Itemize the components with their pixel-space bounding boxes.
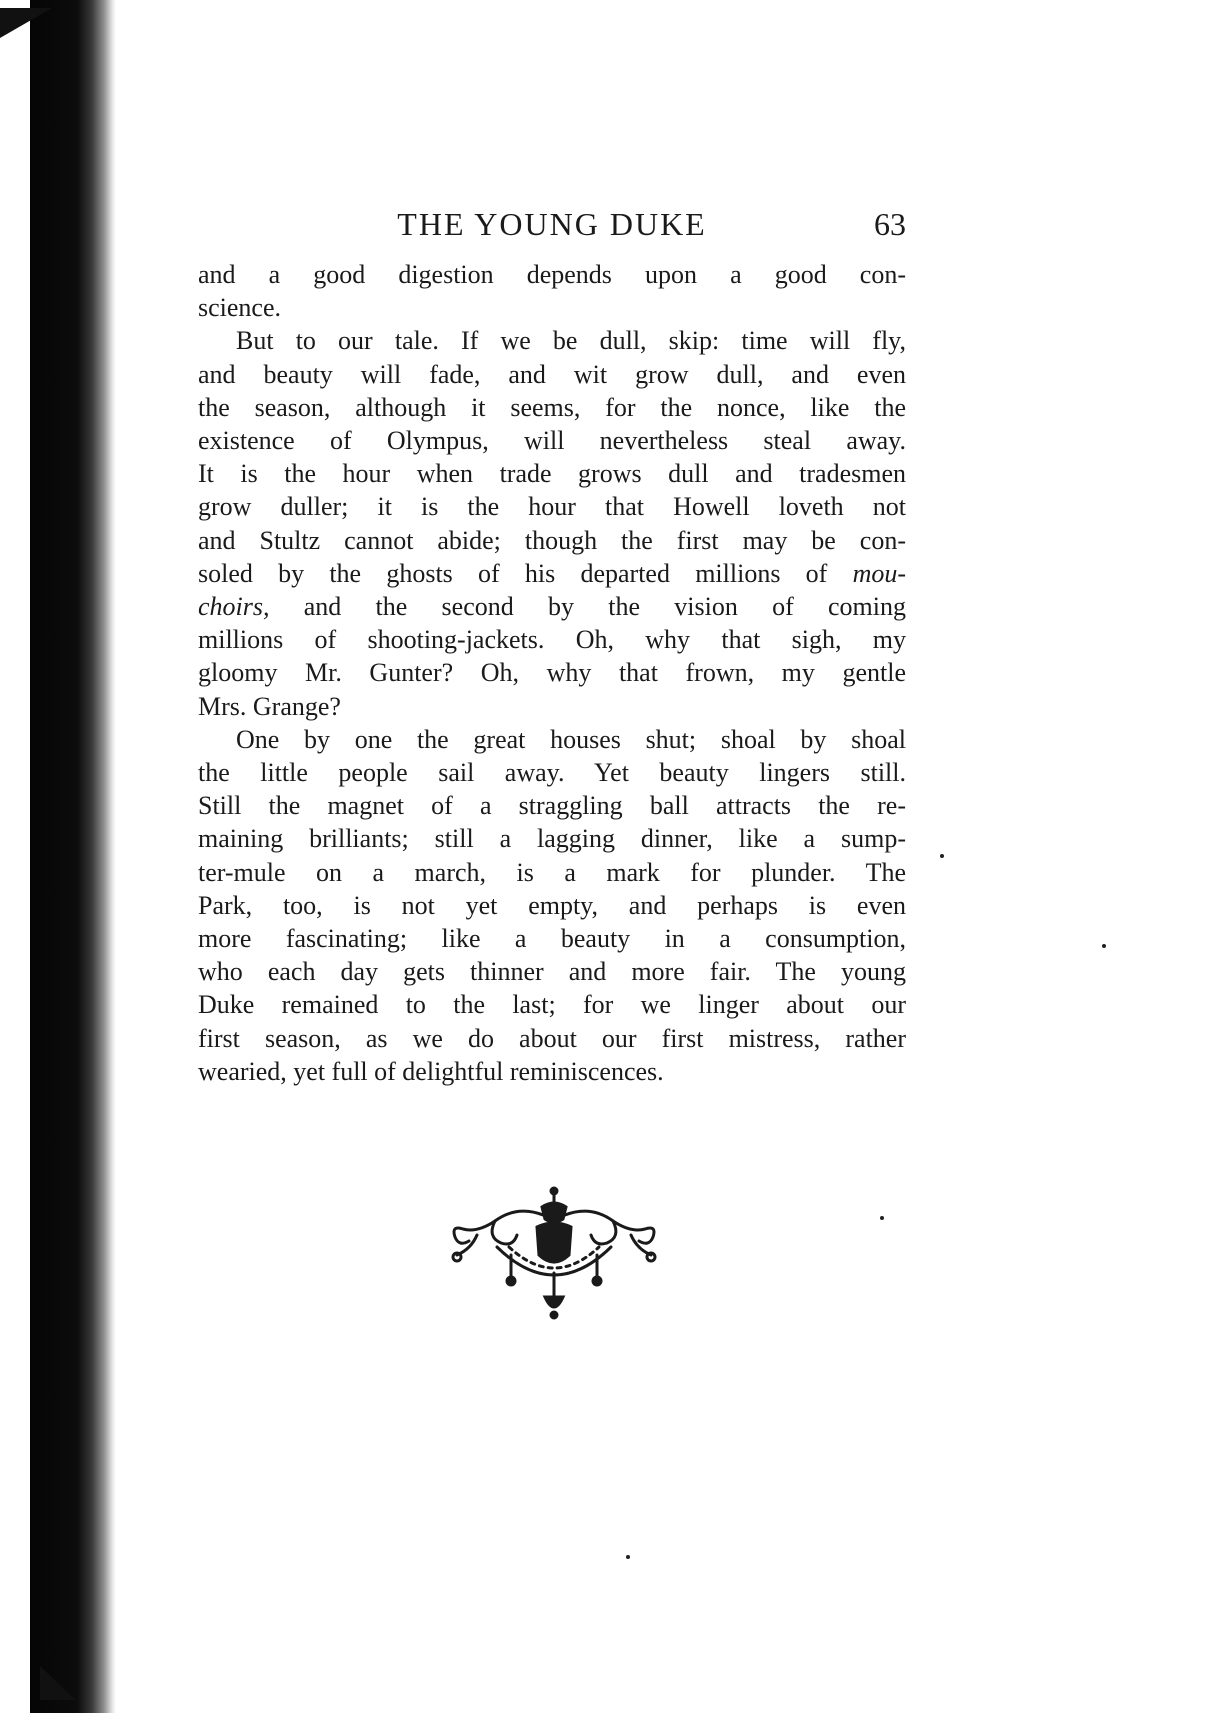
text-line: and beauty will fade, and wit grow dull, and even [198,359,906,389]
text-line: who each day gets thinner and more fair. The young [198,957,906,987]
scan-speck [1102,944,1106,948]
running-title: THE YOUNG DUKE [397,206,707,242]
italic-word: choirs, [198,592,270,622]
text-line: science. [198,293,282,323]
text-line: Duke remained to the last; for we linger about our [198,990,906,1020]
text-line: and a good digestion depends upon a good con- [198,260,906,289]
text-line: ter-mule on a march, is a mark for plunder. The [198,857,906,887]
paragraph [198,723,906,1088]
binding-gutter [30,0,116,1713]
scan-speck [940,854,944,858]
italic-word: mou- [852,558,906,588]
text-line-with-italic [198,557,906,590]
text-line: It is the hour when trade grows dull and tradesmen [198,459,906,489]
body-text [198,258,906,1088]
text-line: gloomy Mr. Gunter? Oh, why that frown, my gentle [198,658,906,688]
text-line: Still the magnet of a straggling ball attracts the re- [198,791,906,821]
binding-corner-top [0,8,52,38]
text-line: and Stultz cannot abide; though the first may be con- [198,525,906,555]
text-line: more fascinating; like a beauty in a consumption, [198,924,906,954]
text-line: the season, although it seems, for the nonce, like the [198,392,906,422]
text-line: maining brilliants; still a lagging dinner, like a sump- [198,824,906,854]
running-head [198,206,906,246]
paragraph [198,258,906,324]
text-line: grow duller; it is the hour that Howell loveth not [198,492,906,522]
text-line: wearied, yet full of delightful reminiscences. [198,1056,664,1086]
binding-corner-bottom [40,1666,76,1700]
paragraph [198,324,906,722]
text-line: Mrs. Grange? [198,691,341,721]
scan-speck [626,1555,630,1559]
text-line-part: choirs, and the second by the vision of coming [198,592,906,622]
text-line: first season, as we do about our first mistress, rather [198,1023,906,1053]
text-line: One by one the great houses shut; shoal by shoal [236,724,906,754]
page-number: 63 [874,206,906,242]
text-line: But to our tale. If we be dull, skip: time will fly, [236,326,906,356]
text-line: millions of shooting-jackets. Oh, why that sigh, my [198,625,906,655]
text-line: the little people sail away. Yet beauty lingers still. [198,758,906,788]
floral-tailpiece-icon [447,1185,661,1325]
text-line: existence of Olympus, will nevertheless steal away. [198,426,906,456]
text-line-part: soled by the ghosts of his departed millions of mou- [198,558,906,588]
scan-speck [880,1216,884,1220]
text-line: Park, too, is not yet empty, and perhaps is even [198,890,906,920]
text-line-with-italic [198,590,906,623]
